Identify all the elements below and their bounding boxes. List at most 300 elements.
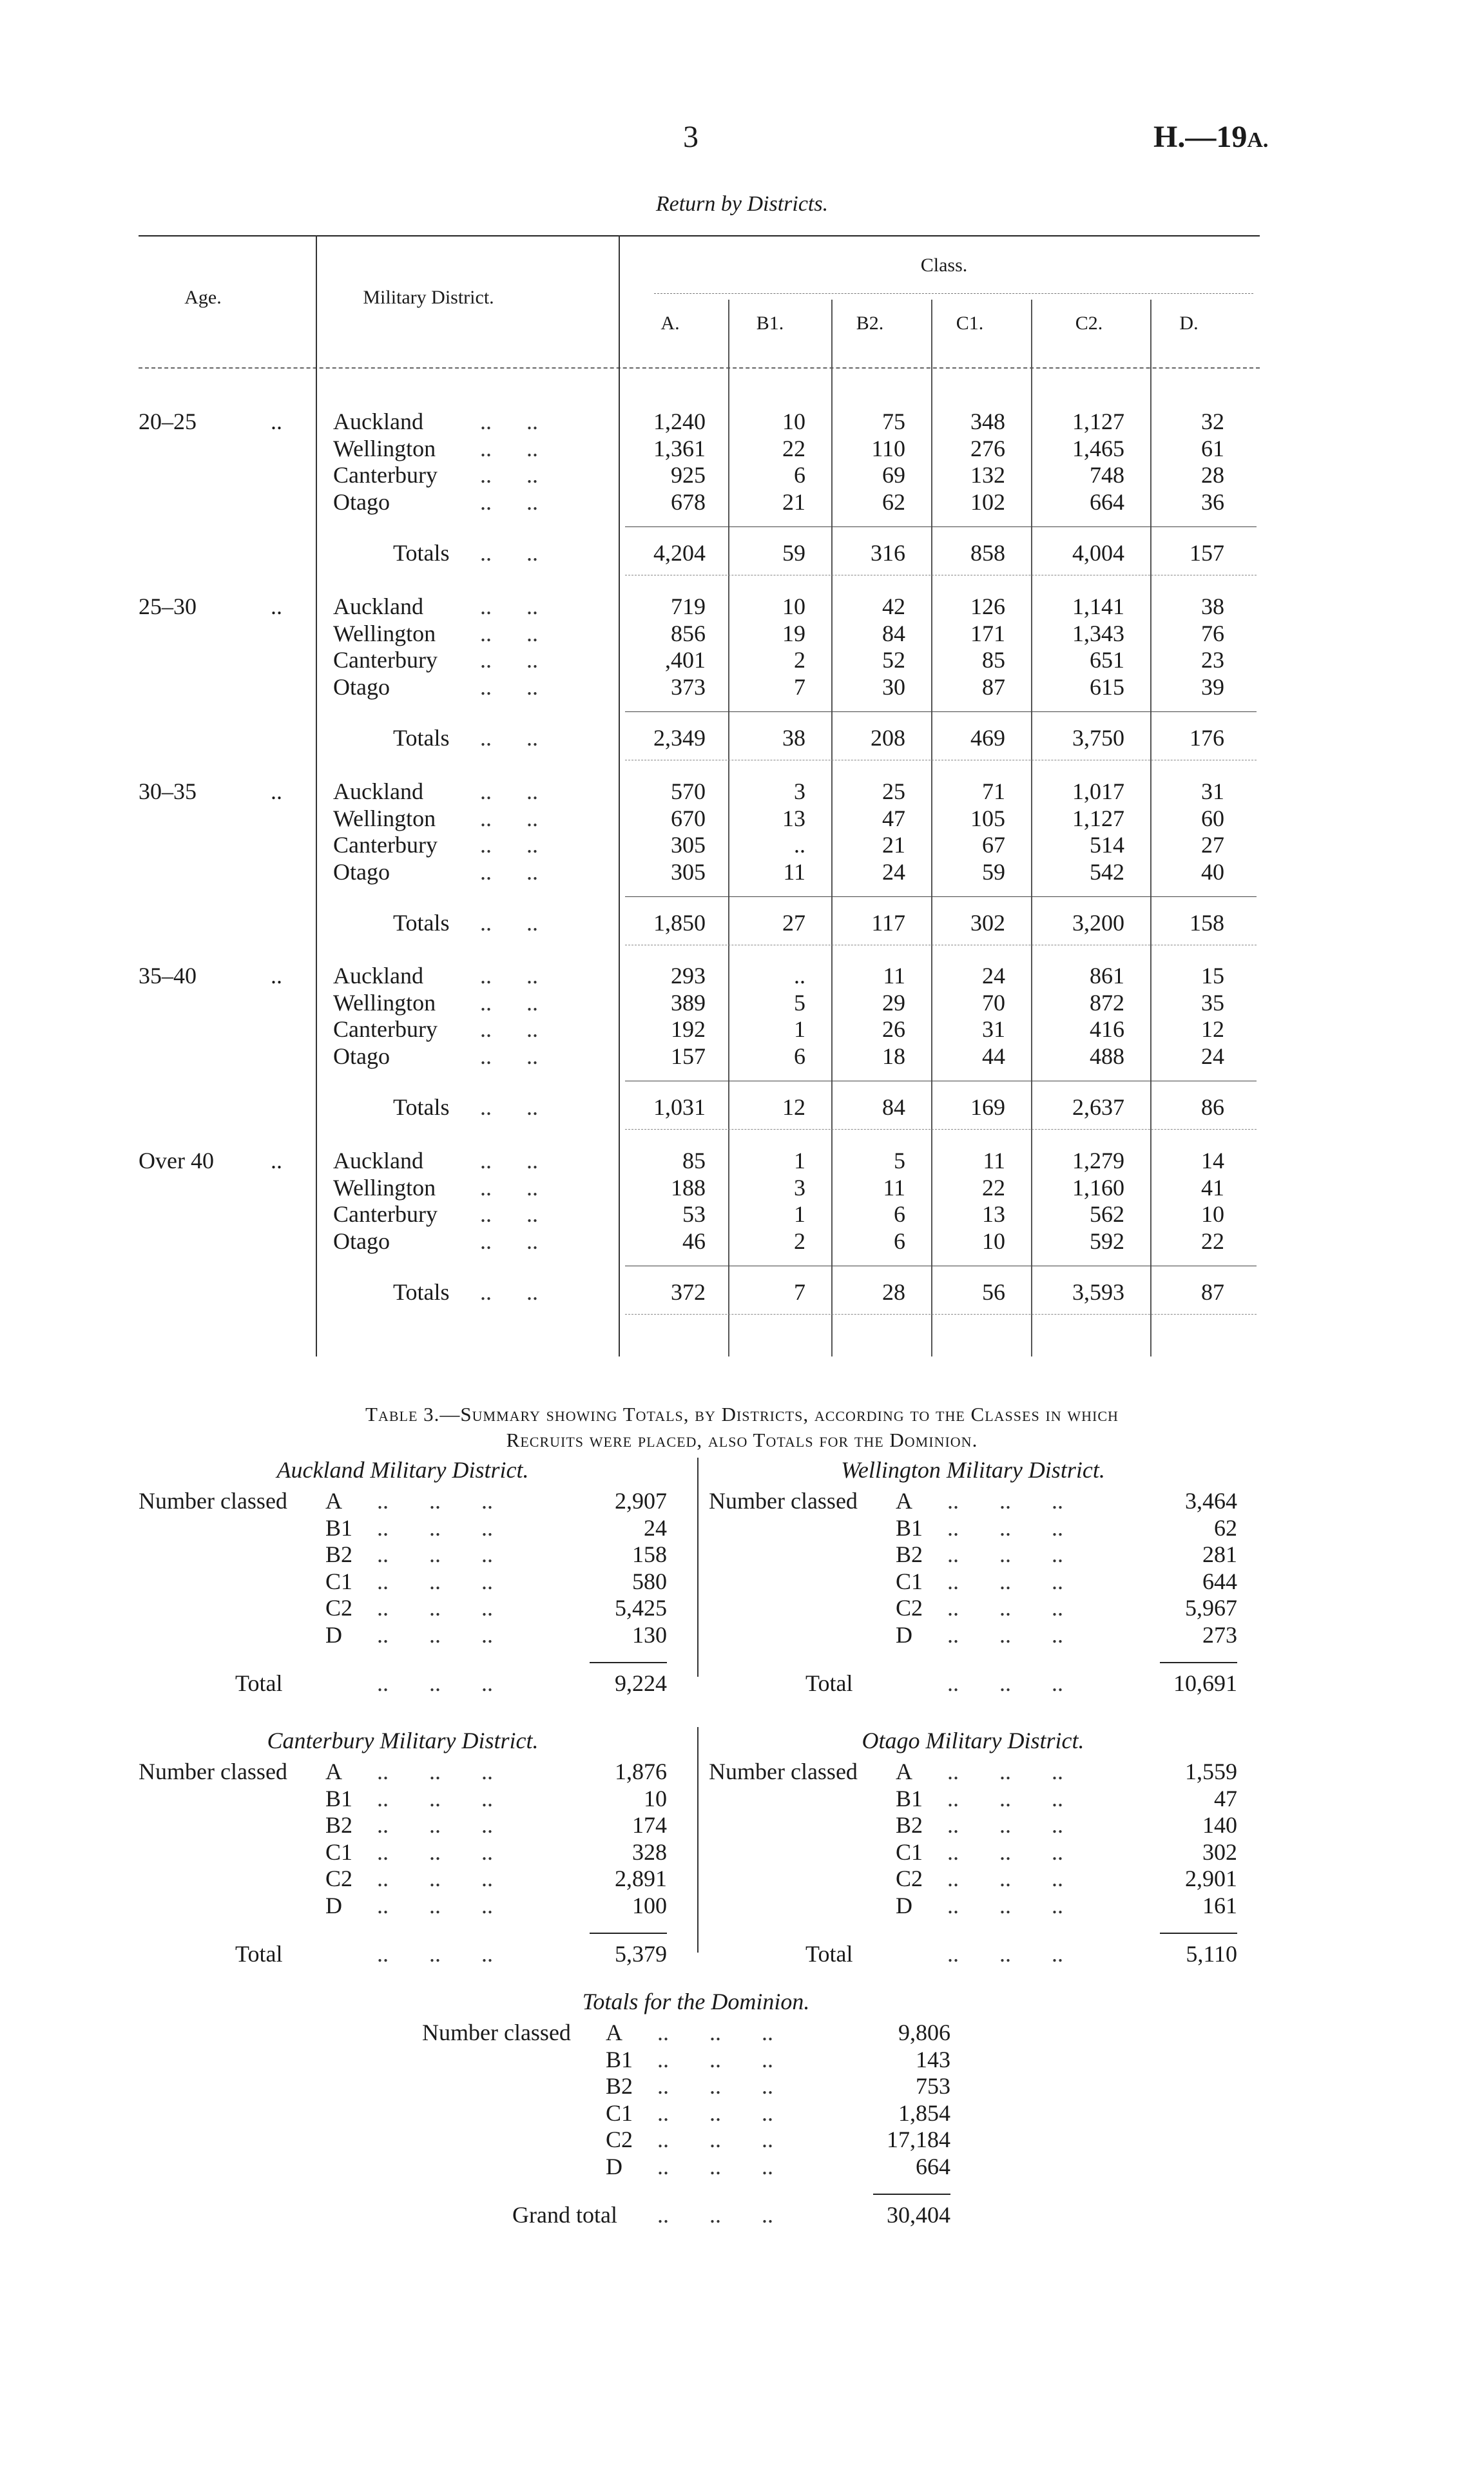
class-label: A (896, 1759, 912, 1784)
leader-dots: .. .. .. (947, 1514, 1063, 1541)
class-label: B1 (896, 1514, 923, 1541)
table-cell: 84 (882, 620, 905, 646)
leader-dots: .. .. (480, 673, 538, 700)
table-cell: 305 (671, 858, 706, 885)
class-label: B2 (325, 1812, 353, 1838)
leader-dots: .. .. (480, 725, 538, 751)
class-value: 100 (632, 1892, 667, 1918)
leader-dots: .. .. (480, 1094, 538, 1120)
district-name: Otago (333, 488, 390, 515)
age-group-label: 25–30 (139, 594, 197, 619)
table-cell: 188 (671, 1174, 706, 1201)
table-cell: 41 (1201, 1174, 1224, 1201)
totals-cell: 169 (970, 1094, 1005, 1120)
table-cell: 11 (883, 963, 905, 989)
class-label: C2 (896, 1595, 923, 1621)
totals-cell: 86 (1201, 1094, 1224, 1120)
total-value: 5,379 (615, 1941, 667, 1967)
table-cell: 856 (671, 620, 706, 646)
class-label: A (896, 1488, 912, 1514)
totals-cell: 3,200 (1072, 910, 1124, 936)
table-cell: 1,343 (1072, 620, 1124, 646)
table-cell: 1 (794, 1148, 805, 1173)
totals-cell: 302 (970, 910, 1005, 936)
class-value: 158 (632, 1541, 667, 1567)
totals-cell: 158 (1190, 910, 1224, 936)
table-cell: 1,160 (1072, 1174, 1124, 1201)
table-cell: 24 (982, 963, 1005, 989)
col-header-class-b2: B2. (856, 313, 884, 334)
district-name: Auckland (333, 778, 423, 804)
totals-cell: 38 (782, 725, 805, 751)
table-cell: 389 (671, 989, 706, 1016)
table-cell: 348 (970, 409, 1005, 434)
class-value: 10 (644, 1785, 667, 1811)
table-cell: 1,240 (653, 409, 706, 434)
col-header-class-c2: C2. (1075, 313, 1103, 334)
table-cell: 61 (1201, 435, 1224, 461)
table-cell: 126 (970, 594, 1005, 619)
leader-dots: .. .. .. (377, 1514, 493, 1541)
table-cell: 542 (1090, 858, 1124, 885)
table-cell: 1,279 (1072, 1148, 1124, 1173)
class-value: 273 (1202, 1621, 1237, 1648)
number-classed-label: Number classed (709, 1759, 858, 1784)
district-name: Wellington (333, 805, 436, 831)
total-label: Total (805, 1670, 853, 1696)
class-label: B1 (325, 1514, 353, 1541)
table-cell: 69 (882, 462, 905, 488)
table-cell: 21 (782, 488, 805, 515)
table-cell: 75 (882, 409, 905, 434)
leader-dots: .. .. (480, 594, 538, 619)
table-cell: 6 (894, 1201, 905, 1227)
table-cell: 42 (882, 594, 905, 619)
leader-dots: .. .. (480, 832, 538, 858)
class-label: A (325, 1759, 342, 1784)
district-name: Auckland (333, 409, 423, 434)
class-label: C2 (896, 1866, 923, 1891)
table-cell: 26 (882, 1016, 905, 1042)
class-value: 753 (916, 2073, 950, 2099)
leader-dots: .. .. .. (377, 1488, 493, 1514)
class-label: B2 (325, 1541, 353, 1567)
summary-title (0, 1402, 1484, 1453)
class-value: 3,464 (1185, 1488, 1237, 1514)
page-code (1153, 119, 1268, 155)
totals-cell: 3,593 (1072, 1279, 1124, 1305)
table-cell: 157 (671, 1043, 706, 1069)
class-value: 580 (632, 1568, 667, 1594)
leader-dots: .. .. .. (947, 1595, 1063, 1621)
class-label: D (606, 2153, 622, 2179)
block-title: Otago Military District. (862, 1728, 1084, 1753)
table-cell: 373 (671, 673, 706, 700)
table-cell: 12 (1201, 1016, 1224, 1042)
totals-cell: 84 (882, 1094, 905, 1120)
table-cell: 192 (671, 1016, 706, 1042)
class-value: 281 (1202, 1541, 1237, 1567)
totals-cell: 27 (782, 910, 805, 936)
leader-dots: .. .. .. (947, 1866, 1063, 1891)
table-cell: 132 (970, 462, 1005, 488)
district-name: Wellington (333, 1174, 436, 1201)
table-cell: 52 (882, 647, 905, 673)
col-header-class: Class. (920, 255, 968, 276)
table-cell: 60 (1201, 805, 1224, 831)
leader-dots: .. .. (480, 963, 538, 989)
table-cell: 11 (783, 858, 805, 885)
table-cell: 53 (682, 1201, 706, 1227)
table-cell: 678 (671, 488, 706, 515)
leader-dots: .. .. .. (377, 1812, 493, 1838)
totals-cell: 157 (1190, 540, 1224, 566)
table-cell: 1 (794, 1016, 805, 1042)
class-value: 664 (916, 2153, 950, 2179)
totals-cell: 3,750 (1072, 725, 1124, 751)
class-value: 2,907 (615, 1488, 667, 1514)
district-name: Canterbury (333, 832, 438, 858)
table-cell: 651 (1090, 647, 1124, 673)
table-cell: 21 (882, 832, 905, 858)
table-cell: 861 (1090, 963, 1124, 989)
class-value: 1,854 (898, 2100, 950, 2126)
totals-cell: 4,204 (653, 540, 706, 566)
block-title: Canterbury Military District. (267, 1728, 539, 1753)
table-cell: 5 (894, 1148, 905, 1173)
total-value: 5,110 (1186, 1941, 1237, 1967)
age-group-label: 30–35 (139, 778, 197, 804)
table-cell: 102 (970, 488, 1005, 515)
leader-dots: .. .. .. (947, 1541, 1063, 1567)
col-header-age: Age. (184, 287, 222, 308)
leader-dots: .. .. (480, 989, 538, 1016)
table-cell: 18 (882, 1043, 905, 1069)
table-cell: 29 (882, 989, 905, 1016)
district-table (139, 226, 1260, 1347)
class-value: 1,559 (1185, 1759, 1237, 1784)
table-cell: 293 (671, 963, 706, 989)
district-name: Otago (333, 1043, 390, 1069)
leader-dots: .. .. (480, 1228, 538, 1254)
class-label: C2 (325, 1866, 353, 1891)
table-cell: 276 (970, 435, 1005, 461)
table-cell: 562 (1090, 1201, 1124, 1227)
total-label: Total (235, 1670, 283, 1696)
table-cell: 38 (1201, 594, 1224, 619)
leader-dots: .. .. (480, 1016, 538, 1042)
leader-dots: .. .. (480, 409, 538, 434)
table-cell: 570 (671, 778, 706, 804)
district-summary-block (709, 1456, 1237, 1727)
table-cell: 70 (982, 989, 1005, 1016)
class-value: 161 (1202, 1892, 1237, 1918)
leader-dots: .. .. .. (377, 1941, 493, 1967)
class-label: D (325, 1621, 342, 1648)
leader-dots: .. .. .. (947, 1785, 1063, 1811)
table-cell: 62 (882, 488, 905, 515)
district-name: Otago (333, 858, 390, 885)
leader-dots: .. .. (480, 858, 538, 885)
table-cell: 1,127 (1072, 409, 1124, 434)
table-cell: 30 (882, 673, 905, 700)
leader-dots: .. .. (480, 778, 538, 804)
table-cell: 27 (1201, 832, 1224, 858)
table-cell: 40 (1201, 858, 1224, 885)
leader-dots: .. .. .. (947, 1892, 1063, 1918)
total-label: Grand total (512, 2202, 617, 2228)
class-value: 328 (632, 1839, 667, 1865)
summary-title-line-1: Table 3.—Summary showing Totals, by Districts, according to the Classes in which (365, 1403, 1119, 1425)
table-cell: 1,127 (1072, 805, 1124, 831)
totals-cell: 59 (782, 540, 805, 566)
table-cell: 76 (1201, 620, 1224, 646)
class-value: 5,967 (1185, 1595, 1237, 1621)
class-value: 5,425 (615, 1595, 667, 1621)
class-value: 47 (1214, 1785, 1237, 1811)
leader-dots: .. .. .. (377, 1759, 493, 1784)
class-value: 2,891 (615, 1866, 667, 1891)
table-cell: 32 (1201, 409, 1224, 434)
district-name: Wellington (333, 989, 436, 1016)
table-cell: 31 (982, 1016, 1005, 1042)
table-cell: 615 (1090, 673, 1124, 700)
col-header-class-c1: C1. (956, 313, 984, 334)
table-cell: 24 (1201, 1043, 1224, 1069)
totals-cell: 28 (882, 1279, 905, 1305)
class-label: B1 (325, 1785, 353, 1811)
table-cell: 10 (982, 1228, 1005, 1254)
leader-dots: .. .. .. (947, 1759, 1063, 1784)
table-cell: 2 (794, 1228, 805, 1254)
col-header-class-b1: B1. (756, 313, 784, 334)
district-name: Canterbury (333, 462, 438, 488)
leader-dots: .. .. .. (377, 1866, 493, 1891)
table-cell: 105 (970, 805, 1005, 831)
table-cell: 1 (794, 1201, 805, 1227)
class-value: 1,876 (615, 1759, 667, 1784)
table-cell: 1,361 (653, 435, 706, 461)
table-cell: 85 (682, 1148, 706, 1173)
leader-dots: .. .. (480, 488, 538, 515)
col-header-district: Military District. (363, 287, 494, 308)
leader-dots: .. .. (480, 462, 538, 488)
leader-dots: .. .. .. (657, 2020, 773, 2045)
leader-dots: .. .. .. (657, 2153, 773, 2179)
table-cell: 1,465 (1072, 435, 1124, 461)
table-cell: 87 (982, 673, 1005, 700)
class-label: C2 (606, 2127, 633, 2152)
table-cell: 11 (883, 1174, 905, 1201)
totals-label: Totals (393, 540, 450, 566)
table-cell: 6 (794, 462, 805, 488)
totals-cell: 117 (871, 910, 905, 936)
district-name: Wellington (333, 435, 436, 461)
leader-dots: .. .. .. (377, 1595, 493, 1621)
district-name: Auckland (333, 963, 423, 989)
district-name: Otago (333, 673, 390, 700)
class-label: B2 (896, 1812, 923, 1838)
totals-cell: 176 (1190, 725, 1224, 751)
table-cell: 13 (782, 805, 805, 831)
table-cell: 748 (1090, 462, 1124, 488)
leader-dots: .. .. (480, 620, 538, 646)
page-number: 3 (683, 120, 699, 154)
district-name: Canterbury (333, 1016, 438, 1042)
table-cell: 31 (1201, 778, 1224, 804)
class-label: C1 (896, 1839, 923, 1865)
totals-cell: 372 (671, 1279, 706, 1305)
age-group-label: 20–25 (139, 409, 197, 434)
table-cell: 39 (1201, 673, 1224, 700)
table-cell: 25 (882, 778, 905, 804)
totals-cell: 56 (982, 1279, 1005, 1305)
leader-dots: .. .. (480, 540, 538, 566)
class-value: 62 (1214, 1514, 1237, 1541)
leader-dots: .. .. .. (947, 1621, 1063, 1648)
leader-dots: .. .. (480, 805, 538, 831)
class-label: C1 (325, 1568, 353, 1594)
table-cell: 24 (882, 858, 905, 885)
totals-cell: 316 (871, 540, 905, 566)
total-value: 30,404 (887, 2202, 950, 2228)
totals-cell: 469 (970, 725, 1005, 751)
number-classed-label: Number classed (139, 1759, 287, 1784)
leader-dots: .. .. .. (377, 1670, 493, 1696)
class-value: 644 (1202, 1568, 1237, 1594)
district-name: Canterbury (333, 647, 438, 673)
table-cell: 719 (671, 594, 706, 619)
totals-cell: 2,637 (1072, 1094, 1124, 1120)
table-cell: 23 (1201, 647, 1224, 673)
district-summary-block (139, 1456, 667, 1727)
col-header-class-d: D. (1179, 313, 1199, 334)
totals-label: Totals (393, 1279, 450, 1305)
leader-dots: .. (271, 1148, 282, 1173)
table-cell: 10 (782, 594, 805, 619)
table-cell: .. (794, 832, 805, 858)
leader-dots: .. .. .. (657, 2073, 773, 2099)
table-cell: 22 (1201, 1228, 1224, 1254)
district-name: Otago (333, 1228, 390, 1254)
class-label: D (896, 1621, 912, 1648)
leader-dots: .. .. .. (377, 1839, 493, 1865)
district-summary-block (139, 1727, 667, 1998)
leader-dots: .. .. .. (377, 1892, 493, 1918)
table-cell: .. (794, 963, 805, 989)
leader-dots: .. .. .. (377, 1541, 493, 1567)
table-cell: 6 (794, 1043, 805, 1069)
leader-dots: .. .. .. (657, 2127, 773, 2152)
leader-dots: .. .. .. (947, 1568, 1063, 1594)
table-cell: 28 (1201, 462, 1224, 488)
totals-label: Totals (393, 910, 450, 936)
class-label: D (325, 1892, 342, 1918)
table-cell: 514 (1090, 832, 1124, 858)
class-value: 140 (1202, 1812, 1237, 1838)
leader-dots: .. .. .. (657, 2046, 773, 2072)
total-value: 9,224 (615, 1670, 667, 1696)
table-cell: 670 (671, 805, 706, 831)
table-cell: 59 (982, 858, 1005, 885)
totals-label: Totals (393, 1094, 450, 1120)
table-cell: 3 (794, 1174, 805, 1201)
col-header-class-a: A. (660, 313, 680, 334)
number-classed-label: Number classed (139, 1488, 287, 1514)
totals-cell: 858 (970, 540, 1005, 566)
class-value: 9,806 (898, 2020, 950, 2045)
table-cell: 1,017 (1072, 778, 1124, 804)
total-label: Total (805, 1941, 853, 1967)
leader-dots: .. (271, 778, 282, 804)
block-title: Wellington Military District. (841, 1457, 1105, 1483)
table-cell: 67 (982, 832, 1005, 858)
leader-dots: .. .. (480, 1279, 538, 1305)
class-label: B1 (896, 1785, 923, 1811)
totals-cell: 2,349 (653, 725, 706, 751)
number-classed-label: Number classed (709, 1488, 858, 1514)
block-title: Totals for the Dominion. (582, 1989, 810, 2014)
leader-dots: .. .. (480, 1148, 538, 1173)
table-cell: 3 (794, 778, 805, 804)
leader-dots: .. .. (480, 1043, 538, 1069)
table-cell: 47 (882, 805, 905, 831)
block-title: Auckland Military District. (276, 1457, 529, 1483)
table-cell: 13 (982, 1201, 1005, 1227)
table-cell: 5 (794, 989, 805, 1016)
totals-cell: 12 (782, 1094, 805, 1120)
class-label: C1 (896, 1568, 923, 1594)
totals-cell: 87 (1201, 1279, 1224, 1305)
table-cell: 416 (1090, 1016, 1124, 1042)
class-label: A (325, 1488, 342, 1514)
table-cell: 10 (782, 409, 805, 434)
leader-dots: .. (271, 409, 282, 434)
leader-dots: .. .. .. (657, 2100, 773, 2126)
table-cell: 6 (894, 1228, 905, 1254)
table-cell: 925 (671, 462, 706, 488)
class-label: C1 (325, 1839, 353, 1865)
table-cell: 11 (983, 1148, 1005, 1173)
leader-dots: .. .. .. (947, 1941, 1063, 1967)
leader-dots: .. .. .. (377, 1785, 493, 1811)
class-label: C2 (325, 1595, 353, 1621)
table-cell: 22 (982, 1174, 1005, 1201)
total-label: Total (235, 1941, 283, 1967)
table-cell: 1,141 (1072, 594, 1124, 619)
dominion-totals-block (412, 1988, 979, 2259)
leader-dots: .. .. .. (377, 1621, 493, 1648)
leader-dots: .. (271, 963, 282, 989)
table-cell: 2 (794, 647, 805, 673)
table-cell: 592 (1090, 1228, 1124, 1254)
leader-dots: .. (271, 594, 282, 619)
number-classed-label: Number classed (422, 2020, 571, 2045)
totals-cell: 208 (871, 725, 905, 751)
class-label: A (606, 2020, 622, 2045)
table-cell: 110 (871, 435, 905, 461)
class-value: 2,901 (1185, 1866, 1237, 1891)
table-cell: 10 (1201, 1201, 1224, 1227)
table-cell: 22 (782, 435, 805, 461)
leader-dots: .. .. .. (377, 1568, 493, 1594)
leader-dots: .. .. (480, 1201, 538, 1227)
table-cell: 35 (1201, 989, 1224, 1016)
table-cell: 171 (970, 620, 1005, 646)
leader-dots: .. .. (480, 647, 538, 673)
class-label: B2 (896, 1541, 923, 1567)
totals-cell: 7 (794, 1279, 805, 1305)
